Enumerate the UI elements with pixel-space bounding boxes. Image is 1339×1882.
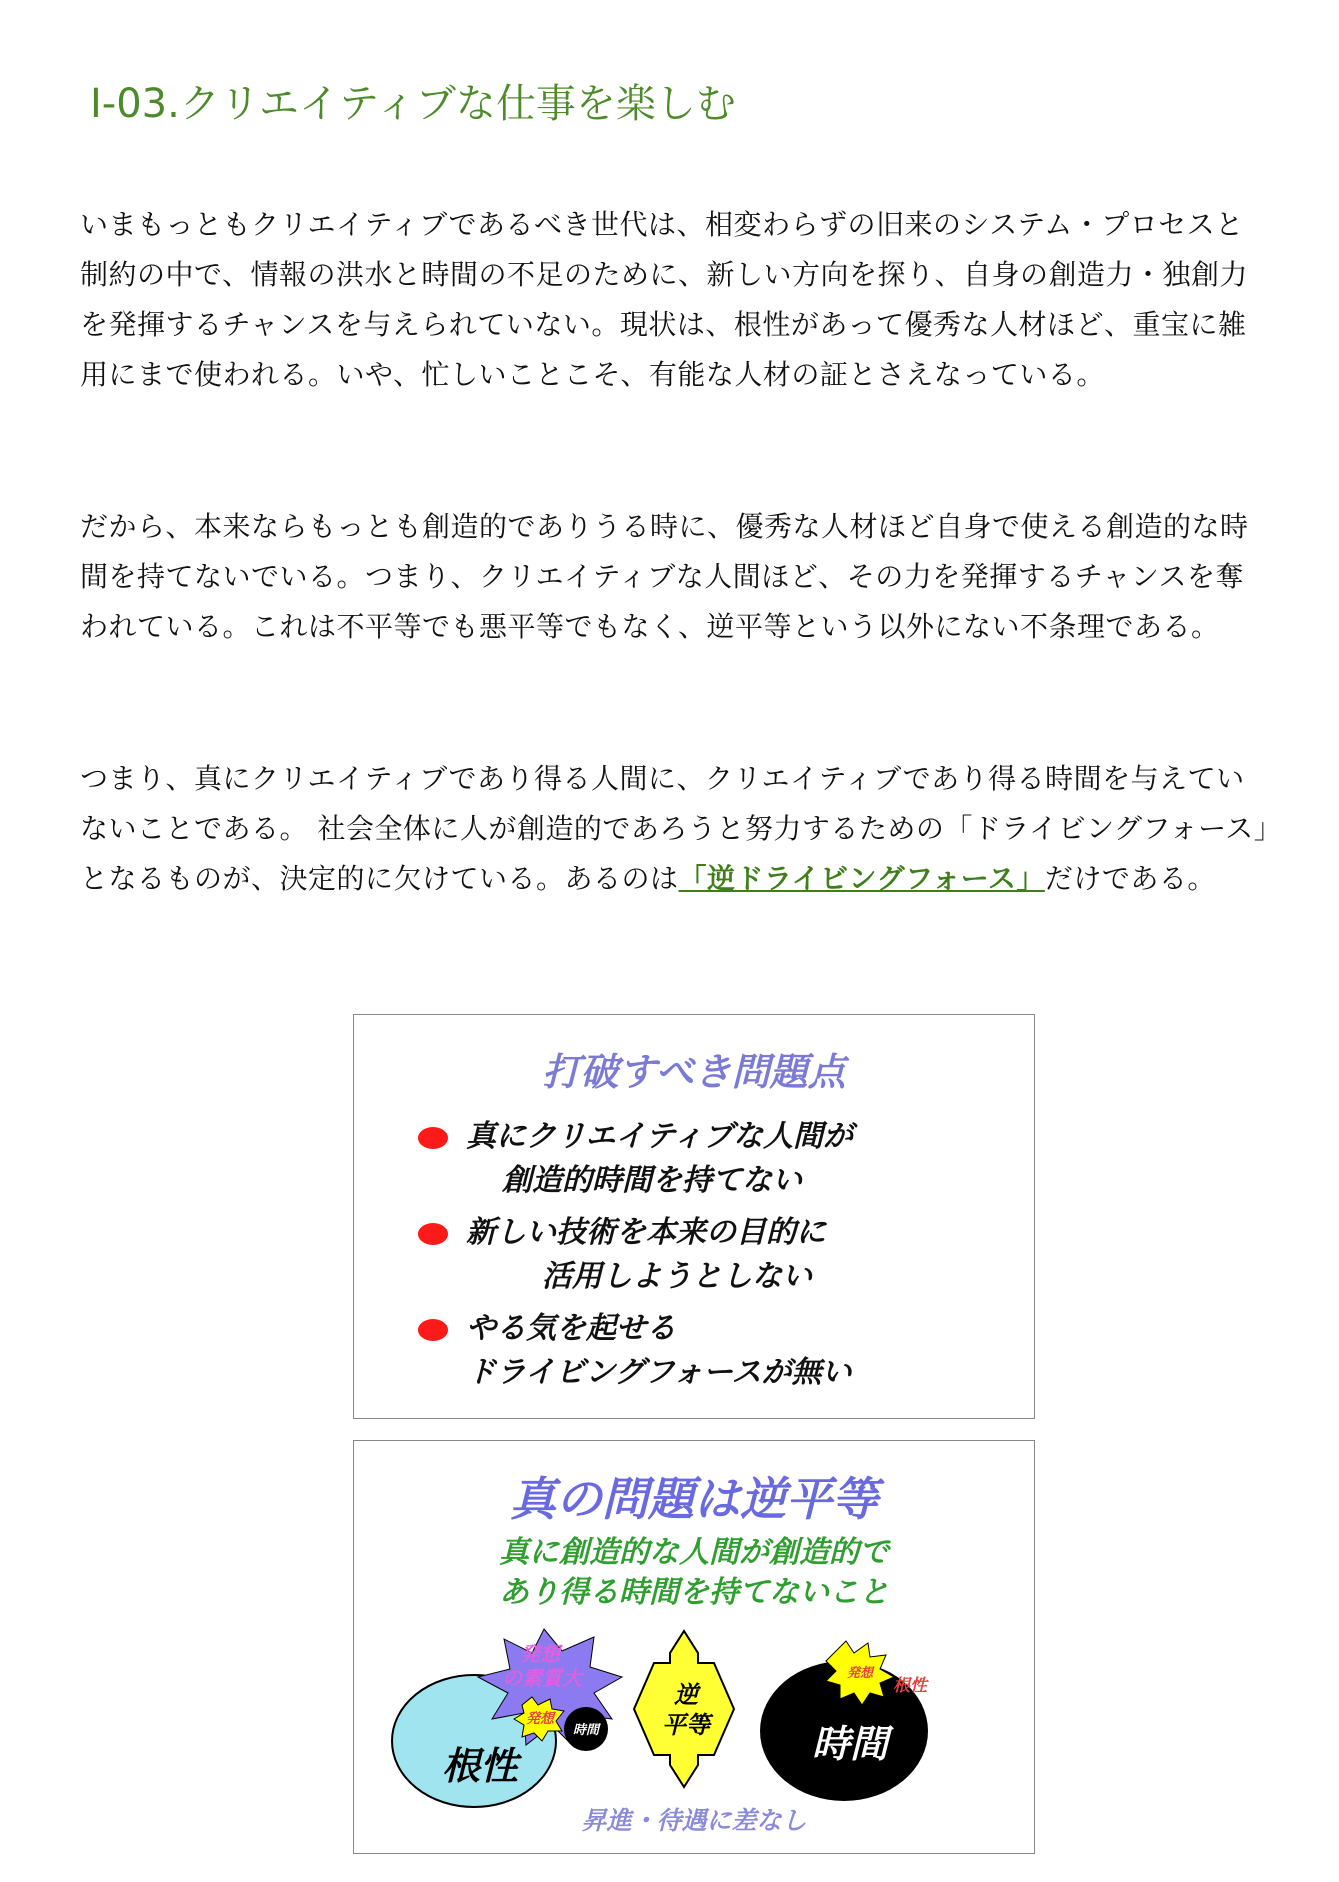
subtitle-line1: 真に創造的な人間が創造的で <box>499 1535 889 1570</box>
list-item-line1: やる気を起せる <box>466 1311 676 1346</box>
list-item <box>414 1211 1014 1299</box>
subtitle-line2: あり得る時間を持てないこと <box>499 1575 889 1610</box>
paragraph-1: いまもっともクリエイティブであるべき世代は、相変わらずの旧来のシステム・プロセスと制約の中で、情報の洪水と時間の不足のために、新しい方向を探り、自身の創造力・独創力を発揮するチャンスを与えられていない。現状は、根性があって優秀な人材ほど、重宝に雑用にまで使われる。いや、忙しいことこそ、有能な人材の証とさえなっている。 <box>80 208 1248 391</box>
small-circle-text: 時間 <box>572 1723 600 1738</box>
reverse-equality-footer: 昇進・待遇に差なし <box>581 1806 807 1835</box>
list-item-line2: 創造的時間を持てない <box>502 1163 802 1198</box>
small-burst-text: 発想 <box>526 1711 554 1727</box>
paragraph-3 <box>80 754 1270 904</box>
star-text-line1: 発想 <box>520 1642 560 1666</box>
right-circle-text: 時間 <box>811 1722 889 1766</box>
paragraph-3-text-before: つまり、真にクリエイティブであり得る人間に、クリエイティブであり得る時間を与えていないことである。 社会全体に人が創造的であろうと努力するための「ドライビングフォース」となるものが、決定的に欠けている。あるのは <box>80 762 1269 895</box>
arrow-text-line2: 平等 <box>662 1711 710 1739</box>
left-circle-text: 根性 <box>441 1744 519 1788</box>
reverse-driving-force-link[interactable]: 「逆ドライビングフォース」 <box>678 862 1045 895</box>
red-bullet-icon <box>418 1319 448 1341</box>
reverse-equality-slide <box>353 1440 1035 1854</box>
star-text-line2: の素質大 <box>502 1666 582 1690</box>
problems-list <box>414 1115 1014 1403</box>
problems-slide <box>353 1014 1035 1419</box>
reverse-equality-title: 真の問題は逆平等 <box>510 1472 878 1526</box>
list-item-line2: 活用しようとしない <box>542 1259 812 1294</box>
right-burst-text-2: 根性 <box>893 1676 927 1696</box>
list-item-line2: ドライビングフォースが無い <box>466 1355 852 1390</box>
paragraph-3-text-after: だけである。 <box>1044 862 1216 895</box>
problems-slide-title: 打破すべき問題点 <box>542 1050 846 1094</box>
page-title: Ⅰ-03.クリエイティブな仕事を楽しむ <box>90 81 736 127</box>
arrow-shape <box>634 1631 734 1787</box>
red-bullet-icon <box>418 1127 448 1149</box>
right-burst-text-1: 発想 <box>846 1666 874 1681</box>
list-item <box>414 1115 1014 1203</box>
paragraph-2: だから、本来ならもっとも創造的でありうる時に、優秀な人材ほど自身で使える創造的な時間を持てないでいる。つまり、クリエイティブな人間ほど、その力を発揮するチャンスを奪われている。これは不平等でも悪平等でもなく、逆平等という以外にない不条理である。 <box>80 510 1249 643</box>
list-item-line1: 新しい技術を本来の目的に <box>466 1215 826 1250</box>
list-item <box>414 1307 1014 1395</box>
list-item-line1: 真にクリエイティブな人間が <box>466 1119 853 1154</box>
red-bullet-icon <box>418 1223 448 1245</box>
reverse-equality-subtitle <box>354 1533 1034 1613</box>
arrow-text-line1: 逆 <box>674 1681 698 1709</box>
